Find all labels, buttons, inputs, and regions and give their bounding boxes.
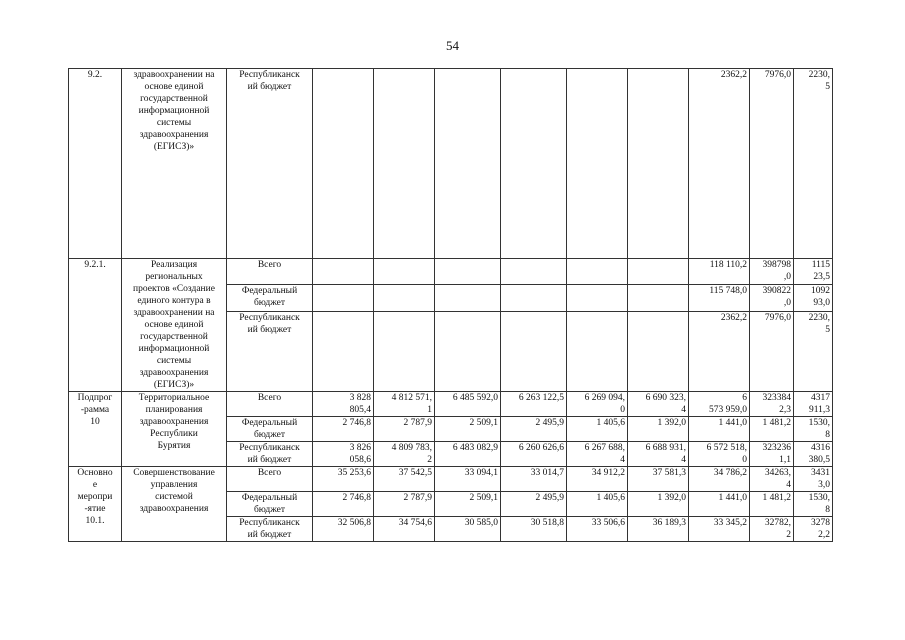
value-cell: 4317 911,3 — [794, 392, 833, 417]
value-cell — [374, 69, 435, 259]
value-cell: 6 690 323, 4 — [628, 392, 689, 417]
value-cell — [435, 69, 501, 259]
value-cell: 34263, 4 — [750, 467, 794, 492]
value-cell: 2230, 5 — [794, 69, 833, 259]
value-cell: 1 481,2 — [750, 492, 794, 517]
value-cell — [374, 311, 435, 391]
value-cell: 115 748,0 — [689, 285, 750, 311]
value-cell: 323236 1,1 — [750, 442, 794, 467]
value-cell: 33 506,6 — [567, 517, 628, 542]
value-cell: 6 260 626,6 — [501, 442, 567, 467]
value-cell: 35 253,6 — [313, 467, 374, 492]
value-cell: 3278 2,2 — [794, 517, 833, 542]
value-cell — [435, 311, 501, 391]
page-number: 54 — [446, 38, 459, 53]
funding-source: Всего — [227, 259, 313, 285]
table-row — [69, 392, 833, 417]
value-cell: 1 405,6 — [567, 417, 628, 442]
value-cell: 6 263 122,5 — [501, 392, 567, 417]
value-cell: 6 483 082,9 — [435, 442, 501, 467]
value-cell: 32782, 2 — [750, 517, 794, 542]
value-cell: 33 094,1 — [435, 467, 501, 492]
value-cell — [313, 259, 374, 285]
value-cell: 6 267 688, 4 — [567, 442, 628, 467]
value-cell — [567, 285, 628, 311]
funding-source: Республиканск ий бюджет — [227, 311, 313, 391]
item-name: Совершенствование управления системой здравоохранения — [122, 467, 227, 542]
value-cell: 34 912,2 — [567, 467, 628, 492]
value-cell: 1092 93,0 — [794, 285, 833, 311]
item-number: 9.2.1. — [69, 259, 122, 392]
funding-source: Федеральный бюджет — [227, 285, 313, 311]
item-name: Реализация региональных проектов «Создание единого контура в здравоохранении на основе единой государственной информационной системы здравоохранения (ЕГИСЗ)» — [122, 259, 227, 392]
value-cell — [435, 285, 501, 311]
item-name: Территориальное планирования здравоохранения Республики Бурятия — [122, 392, 227, 467]
value-cell — [501, 311, 567, 391]
value-cell — [628, 69, 689, 259]
value-cell: 3431 3,0 — [794, 467, 833, 492]
value-cell: 7976,0 — [750, 69, 794, 259]
funding-source: Республиканск ий бюджет — [227, 69, 313, 259]
item-name: здравоохранении на основе единой государственной информационной системы здравоохранения (ЕГИСЗ)» — [122, 69, 227, 259]
value-cell: 2 495,9 — [501, 492, 567, 517]
value-cell: 37 581,3 — [628, 467, 689, 492]
value-cell: 1 392,0 — [628, 417, 689, 442]
value-cell: 32 506,8 — [313, 517, 374, 542]
table-row — [69, 69, 833, 259]
funding-source: Республиканск ий бюджет — [227, 442, 313, 467]
value-cell: 1530, 8 — [794, 492, 833, 517]
table-row — [69, 467, 833, 492]
funding-source: Всего — [227, 392, 313, 417]
value-cell: 2 495,9 — [501, 417, 567, 442]
value-cell: 34 786,2 — [689, 467, 750, 492]
value-cell: 390822 ,0 — [750, 285, 794, 311]
value-cell: 2 509,1 — [435, 492, 501, 517]
table-body — [69, 69, 833, 542]
value-cell — [374, 285, 435, 311]
value-cell: 37 542,5 — [374, 467, 435, 492]
value-cell: 6 269 094, 0 — [567, 392, 628, 417]
value-cell: 2230, 5 — [794, 311, 833, 391]
value-cell: 36 189,3 — [628, 517, 689, 542]
value-cell: 1 441,0 — [689, 492, 750, 517]
value-cell: 30 585,0 — [435, 517, 501, 542]
table-row — [69, 259, 833, 285]
value-cell: 3 828 805,4 — [313, 392, 374, 417]
value-cell — [374, 259, 435, 285]
value-cell: 4 809 783, 2 — [374, 442, 435, 467]
value-cell — [567, 259, 628, 285]
value-cell: 6 485 592,0 — [435, 392, 501, 417]
value-cell: 34 754,6 — [374, 517, 435, 542]
value-cell: 1530, 8 — [794, 417, 833, 442]
value-cell: 6 688 931, 4 — [628, 442, 689, 467]
funding-source: Всего — [227, 467, 313, 492]
value-cell: 3 826 058,6 — [313, 442, 374, 467]
budget-table — [68, 68, 833, 542]
value-cell: 398798 ,0 — [750, 259, 794, 285]
value-cell — [501, 259, 567, 285]
value-cell — [567, 69, 628, 259]
value-cell: 1115 23,5 — [794, 259, 833, 285]
value-cell — [435, 259, 501, 285]
value-cell — [313, 285, 374, 311]
value-cell: 7976,0 — [750, 311, 794, 391]
value-cell — [501, 285, 567, 311]
value-cell: 2362,2 — [689, 69, 750, 259]
value-cell — [313, 311, 374, 391]
value-cell: 30 518,8 — [501, 517, 567, 542]
value-cell — [628, 285, 689, 311]
value-cell — [501, 69, 567, 259]
item-number: 9.2. — [69, 69, 122, 259]
value-cell: 2 787,9 — [374, 492, 435, 517]
value-cell — [628, 311, 689, 391]
value-cell: 2 787,9 — [374, 417, 435, 442]
value-cell: 2 746,8 — [313, 492, 374, 517]
value-cell: 1 481,2 — [750, 417, 794, 442]
value-cell — [313, 69, 374, 259]
value-cell — [628, 259, 689, 285]
value-cell: 33 345,2 — [689, 517, 750, 542]
value-cell: 2 509,1 — [435, 417, 501, 442]
value-cell — [567, 311, 628, 391]
value-cell: 6 572 518, 0 — [689, 442, 750, 467]
value-cell: 323384 2,3 — [750, 392, 794, 417]
value-cell: 4316 380,5 — [794, 442, 833, 467]
value-cell: 2362,2 — [689, 311, 750, 391]
value-cell: 1 392,0 — [628, 492, 689, 517]
value-cell: 1 441,0 — [689, 417, 750, 442]
value-cell: 6 573 959,0 — [689, 392, 750, 417]
item-number: Основно е меропри -ятие 10.1. — [69, 467, 122, 542]
value-cell: 1 405,6 — [567, 492, 628, 517]
funding-source: Федеральный бюджет — [227, 492, 313, 517]
item-number: Подпрог -рамма 10 — [69, 392, 122, 467]
funding-source: Республиканск ий бюджет — [227, 517, 313, 542]
value-cell: 4 812 571, 1 — [374, 392, 435, 417]
value-cell: 2 746,8 — [313, 417, 374, 442]
funding-source: Федеральный бюджет — [227, 417, 313, 442]
value-cell: 33 014,7 — [501, 467, 567, 492]
value-cell: 118 110,2 — [689, 259, 750, 285]
